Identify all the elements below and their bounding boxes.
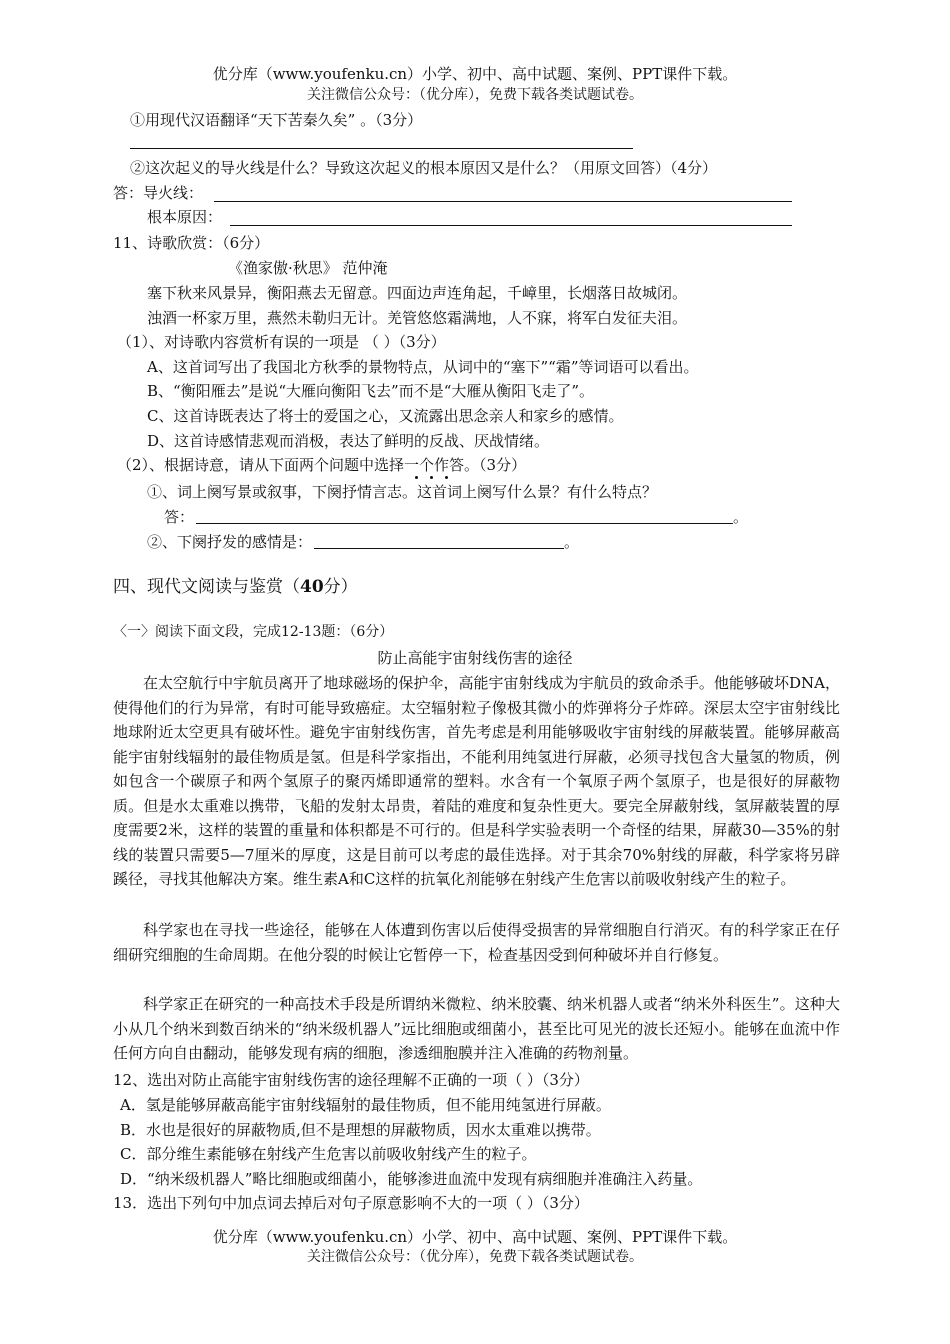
q10-root-cause-answer-line[interactable] bbox=[230, 225, 792, 226]
q12-option-c: C．部分维生素能够在射线产生危害以前吸收射线产生的粒子。 bbox=[120, 1145, 537, 1163]
article-paragraph-3: 科学家正在研究的一种高技术手段是所谓纳米微粒、纳米胶囊、纳米机器人或者“纳米外科医生”。这种大小从几个纳米到数百纳米的“纳米级机器人”远比细胞或细菌小，甚至比可见光的波长还短小。能够在血流中作任何方向自由翻动，能够发现有病的细胞，渗透细胞膜并注入准确的药物剂量。 bbox=[113, 995, 840, 1062]
article-paragraph-1: 在太空航行中宇航员离开了地球磁场的保护伞，高能宇宙射线成为宇航员的致命杀手。他能够破坏DNA，使得他们的行为异常，有时可能导致癌症。太空辐射粒子像极其微小的炸弹将分子炸碎。深层太空宇宙射线比地球附近太空更具有破坏性。避免宇宙射线伤害，首先考虑是利用能够吸收宇宙射线的屏蔽装置。能够屏蔽高能宇宙射线辐射的最佳物质是氢。但是科学家指出，不能利用纯氢进行屏蔽，必须寻找包含大量氢的物质，例如包含一个碳原子和两个氢原子的聚丙烯即通常的塑料。水含有一个氧原子两个氢原子，也是很好的屏蔽物质。但是水太重难以携带，飞船的发射太昂贵，着陆的难度和复杂性更大。要完全屏蔽射线，氢屏蔽装置的厚度需要2米，这样的装置的重量和体积都是不可行的。但是科学实验表明一个奇怪的结果，屏蔽30—35%的射线的装置只需要5—7厘米的厚度，这是目前可以考虑的最佳选择。对于其余70%射线的屏蔽，科学家将另辟蹊径，寻找其他解决方案。维生素A和C这样的抗氧化剂能够在射线产生危害以前吸收射线产生的粒子。 bbox=[113, 674, 840, 888]
section-4-sub-heading: 〈一〉阅读下面文段，完成12-13题：（6分） bbox=[113, 624, 394, 640]
q10-fuse-answer-line[interactable] bbox=[214, 201, 792, 202]
footer-line-2: 关注微信公众号：（优分库），免费下载各类试题试卷。 bbox=[307, 1249, 643, 1265]
q11-option-a: A、这首词写出了我国北方秋季的景物特点，从词中的“塞下”“霜”等词语可以看出。 bbox=[147, 358, 699, 376]
q11-part2-answer-end: 。 bbox=[733, 508, 749, 526]
q11-option-c: C、这首诗既表达了将士的爱国之心，又流露出思念亲人和家乡的感情。 bbox=[147, 407, 624, 425]
article-paragraph-2: 科学家也在寻找一些途径，能够在人体遭到伤害以后使得受损害的异常细胞自行消灭。有的科学家正在仔细研究细胞的生命周期。在他分裂的时候让它暂停一下，检查基因受到何种破坏并自行修复。 bbox=[113, 921, 840, 964]
q10-sub2: ②这次起义的导火线是什么？导致这次起义的根本原因又是什么？（用原文回答）（4分） bbox=[130, 159, 718, 177]
poem-title: 《渔家傲·秋思》 范仲淹 bbox=[228, 259, 388, 277]
q11-option-d: D、这首诗感情悲观而消极，表达了鲜明的反战、厌战情绪。 bbox=[147, 432, 550, 450]
q10-answer-prefix: 答：导火线： bbox=[113, 184, 204, 202]
q12-option-a: A．氢是能够屏蔽高能宇宙射线辐射的最佳物质，但不能用纯氢进行屏蔽。 bbox=[120, 1096, 611, 1114]
q10-sub1: ①用现代汉语翻译“天下苦秦久矣” 。（3分） bbox=[130, 111, 423, 129]
q11-part2-answer-prefix: 答： bbox=[164, 508, 195, 526]
q10-root-cause-label: 根本原因： bbox=[147, 208, 223, 226]
header-line-2: 关注微信公众号：（优分库），免费下载各类试题试卷。 bbox=[307, 87, 643, 103]
q11-part2-question-2: ②、下阕抒发的感情是： bbox=[147, 533, 313, 551]
q11-part2-question-1: ①、词上阕写景或叙事，下阕抒情言志。这首词上阕写什么景？有什么特点？ bbox=[147, 483, 658, 501]
poem-line-2: 浊酒一杯家万里，燕然未勒归无计。羌管悠悠霜满地，人不寐，将军白发征夫泪。 bbox=[147, 309, 688, 327]
q11-part2-stem: （2）、根据诗意，请从下面两个问题中选择一个作答。（3分） bbox=[117, 456, 527, 474]
footer-line-1: 优分库（www.youfenku.cn）小学、初中、高中试题、案例、PPT课件下载。 bbox=[212, 1228, 738, 1246]
q11-part2-q2-answer-line[interactable] bbox=[314, 548, 564, 549]
q13-stem: 13．选出下列句中加点词去掉后对句子原意影响不大的一项（ ）（3分） bbox=[113, 1194, 589, 1212]
q11-part2-answer-line[interactable] bbox=[196, 523, 733, 524]
header-line-1: 优分库（www.youfenku.cn）小学、初中、高中试题、案例、PPT课件下载。 bbox=[212, 65, 738, 83]
q12-option-d: D．“纳米级机器人”略比细胞或细菌小，能够渗进血流中发现有病细胞并准确注入药量。 bbox=[120, 1170, 703, 1188]
q11-heading: 11、诗歌欣赏：（6分） bbox=[113, 234, 270, 252]
emphasis-dot bbox=[445, 476, 448, 479]
q11-option-b: B、“衡阳雁去”是说“大雁向衡阳飞去”而不是“大雁从衡阳飞走了”。 bbox=[147, 382, 595, 400]
q10-sub1-answer-line[interactable] bbox=[130, 148, 633, 149]
q11-part2-q2-end: 。 bbox=[564, 533, 580, 551]
emphasis-dot bbox=[415, 476, 418, 479]
emphasis-dot bbox=[430, 476, 433, 479]
q11-part1-stem: （1）、对诗歌内容赏析有误的一项是 （ ）（3分） bbox=[117, 333, 446, 351]
q12-stem: 12、选出对防止高能宇宙射线伤害的途径理解不正确的一项（ ）（3分） bbox=[113, 1071, 589, 1089]
q12-option-b: B．水也是很好的屏蔽物质,但不是理想的屏蔽物质，因水太重难以携带。 bbox=[120, 1121, 601, 1139]
poem-line-1: 塞下秋来风景异，衡阳燕去无留意。四面边声连角起，千嶂里，长烟落日故城闭。 bbox=[147, 284, 688, 302]
section-4-title: 四、现代文阅读与鉴赏（40分） bbox=[113, 577, 358, 597]
article-title: 防止高能宇宙射线伤害的途径 bbox=[377, 649, 573, 667]
